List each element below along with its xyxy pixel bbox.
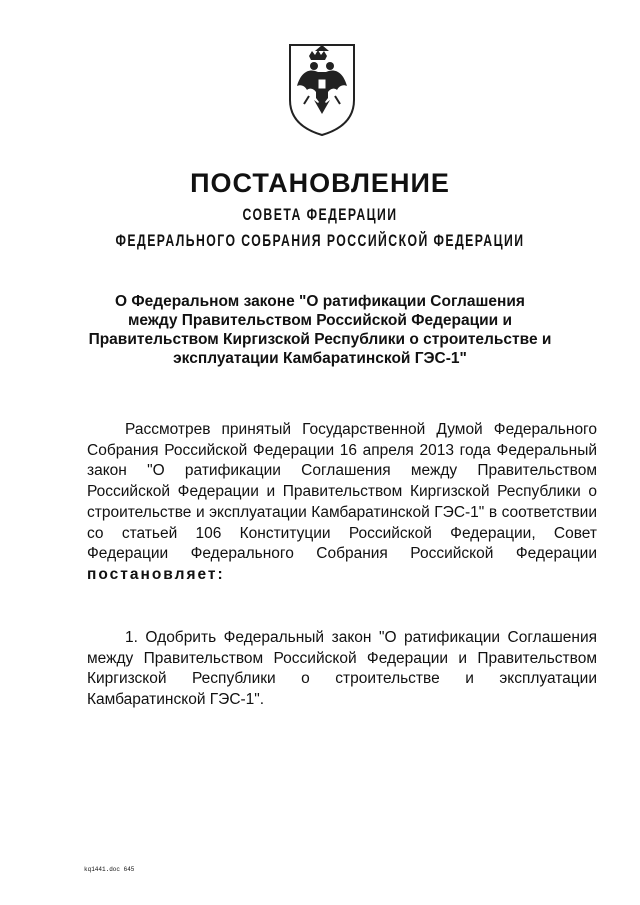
document-title: ПОСТАНОВЛЕНИЕ xyxy=(190,168,450,198)
subject-line: Правительством Киргизской Республики о строительстве и xyxy=(88,331,552,348)
coat-of-arms-icon xyxy=(287,42,357,137)
preamble-text: Рассмотрев принятый Государственной Думой Федерального Собрания Российской Федерации 16 апреля 2013 года Федеральный закон "О ратификации Соглашения между Правительством Российской Федерации и Правительством Киргизской Республики о строительстве и эксплуатации Камбаратинской ГЭС-1" в соответствии со статьей 106 Конституции Российской Федерации, Совет Федерации Федерального Собрания Российской Федерации xyxy=(87,421,597,563)
preamble-paragraph xyxy=(87,420,597,586)
document-code: kq1441.doc 645 xyxy=(84,866,135,873)
subject-line: эксплуатации Камбаратинской ГЭС-1" xyxy=(173,350,467,367)
subject-line: между Правительством Российской Федерации и xyxy=(127,312,513,329)
document-subject xyxy=(80,292,560,368)
resolution-item-1: 1. Одобрить Федеральный закон "О ратификации Соглашения между Правительством Российской Федерации и Правительством Киргизской Республики о строительстве и эксплуатации Камбаратинской ГЭС-1". xyxy=(87,629,597,709)
issuer-line-2: ФЕДЕРАЛЬНОГО СОБРАНИЯ РОССИЙСКОЙ ФЕДЕРАЦИИ xyxy=(115,231,525,250)
decree-word: постановляет: xyxy=(87,565,225,583)
subject-line: О Федеральном законе "О ратификации Соглашения xyxy=(115,293,525,310)
issuer-line-1: СОВЕТА ФЕДЕРАЦИИ xyxy=(242,205,398,224)
